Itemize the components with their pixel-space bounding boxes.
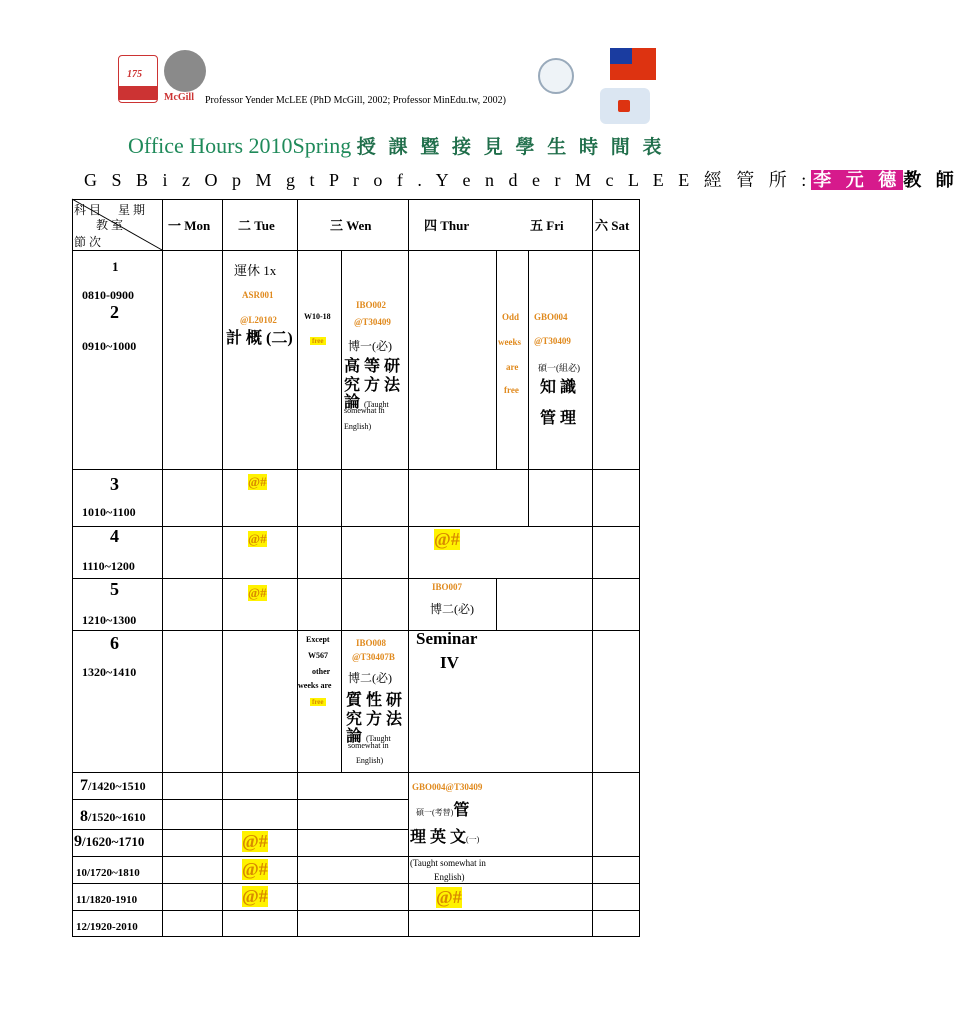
thu-gbo-course-b: 理 英 文 — [410, 829, 467, 846]
period-time: 10/1720~1810 — [76, 867, 140, 879]
fri-odd-label: Odd — [502, 312, 520, 322]
tue-course-code: ASR001 — [242, 290, 274, 300]
wed-ibo008-level: 博二(必) — [348, 671, 392, 685]
period-time: /1420~1510 — [88, 779, 146, 793]
thu-gbo-course-a: 管 — [453, 802, 470, 819]
thu-gbo-course-c: (一) — [466, 835, 480, 844]
period-num: 9 — [74, 833, 82, 850]
grid-line — [72, 772, 640, 773]
logo-mcgill-crest — [164, 50, 206, 92]
thu-seminar: Seminar — [416, 629, 478, 648]
taiwan-flag-icon — [610, 48, 656, 80]
grid-line — [72, 936, 640, 937]
tue-room: @L20102 — [240, 315, 277, 325]
tue-course-name: 計 概 (二) — [226, 330, 293, 347]
grid-line — [72, 469, 640, 470]
period-time: 0910~1000 — [82, 339, 137, 353]
period-num: 7 — [80, 777, 88, 794]
grid-line — [297, 199, 298, 937]
canada-map-icon — [600, 88, 650, 124]
period-num: 3 — [110, 474, 119, 494]
period-num: 6 — [110, 633, 119, 653]
thu-officehour-mark: @# — [436, 887, 462, 907]
grid-line — [72, 856, 640, 857]
wed-ibo008-room: @T30407B — [352, 652, 395, 662]
tue-officehour-mark: @# — [248, 474, 267, 489]
fri-gbo004-room: @T30409 — [534, 336, 571, 346]
wed-except-label: Except — [306, 635, 330, 644]
wed-ibo002-course-a: 高 等 研 — [344, 358, 401, 375]
wed-w567-label: W567 — [308, 651, 328, 660]
grid-line — [72, 199, 73, 937]
timetable — [72, 199, 640, 937]
wed-free-badge: free — [312, 698, 324, 706]
grid-line — [592, 199, 593, 937]
wed-weeks-are-label: weeks are — [298, 681, 332, 690]
wed-ibo002-course-b: 究 方 法 — [344, 377, 401, 394]
fri-weeks-label: weeks — [498, 337, 521, 347]
thu-gbo-level-text: 碩一(考替) — [416, 808, 454, 817]
un-emblem-icon — [538, 58, 574, 94]
grid-line — [496, 250, 497, 469]
corner-room: 教 室 — [96, 218, 124, 232]
thu-gbo-course — [410, 824, 479, 847]
period-time: 0810-0900 — [82, 288, 134, 302]
day-tue: 二 Tue — [238, 218, 275, 233]
corner-weekday: 星 期 — [118, 203, 146, 217]
tue-officehour-mark: @# — [242, 831, 268, 851]
period-time: /1620~1710 — [82, 834, 145, 849]
wed-ibo002-course-c-text: 論 — [344, 394, 361, 411]
logo-mcgill-wordmark: McGill — [164, 92, 194, 103]
wed-other-label: other — [312, 667, 331, 676]
period-time: 12/1920-2010 — [76, 921, 138, 933]
wed-ibo008-course-c-text: 論 — [346, 728, 363, 745]
tue-officehour-mark: @# — [242, 859, 268, 879]
wed-ibo002-level: 博一(必) — [348, 339, 392, 353]
grid-line — [408, 199, 409, 937]
period-time: 1010~1100 — [82, 505, 136, 519]
logo-mcgill-bar — [119, 86, 157, 100]
wed-ibo002-room: @T30409 — [354, 317, 391, 327]
wed-ibo008-taught-b: somewhat in — [348, 741, 389, 750]
period-time: 1210~1300 — [82, 613, 137, 627]
thu-seminar-num: IV — [440, 653, 459, 672]
period-row-8 — [80, 808, 146, 826]
grid-line — [72, 250, 640, 251]
thu-officehour-mark: @# — [434, 529, 460, 549]
thu-ibo007-level: 博二(必) — [430, 602, 474, 616]
day-mon: 一 Mon — [168, 218, 211, 233]
period-row-9 — [74, 833, 144, 851]
fri-gbo004-course-b: 管 理 — [540, 410, 577, 427]
logo-175-text: 175 — [127, 69, 142, 80]
corner-subject: 科 目 — [74, 203, 102, 217]
grid-line — [528, 250, 529, 526]
period-time: 1110~1200 — [82, 559, 135, 573]
wed-ibo008-taught-a: (Taught — [366, 734, 391, 743]
thu-gbo-taught-b: English) — [434, 872, 465, 882]
day-wed: 三 Wen — [330, 218, 372, 233]
grid-line — [72, 578, 640, 579]
grid-line — [496, 578, 497, 630]
thu-gbo-code: GBO004@T30409 — [412, 782, 483, 792]
grid-line — [72, 829, 408, 830]
grid-line — [162, 199, 163, 937]
grid-line — [72, 910, 640, 911]
day-sat: 六 Sat — [595, 218, 630, 233]
wed-ibo002-taught-c: English) — [344, 422, 372, 431]
thu-gbo-level — [416, 797, 469, 820]
period-time: 11/1820-1910 — [76, 894, 138, 906]
title-zh: 授 課 暨 接 見 學 生 時 間 表 — [356, 137, 666, 158]
period-num: 2 — [110, 302, 119, 322]
wed-ibo008-code: IBO008 — [356, 638, 387, 648]
canada-flag-mark — [618, 100, 630, 112]
logo-mcgill-175 — [118, 55, 158, 103]
tue-officehour-mark: @# — [242, 886, 268, 906]
wed-ibo008-course-a: 質 性 研 — [346, 692, 403, 709]
period-num: 4 — [110, 526, 119, 546]
page-subtitle — [84, 166, 959, 192]
subtitle-right: 教 師 — [903, 170, 959, 190]
grid-line — [639, 199, 640, 937]
period-time: 1320~1410 — [82, 665, 137, 679]
period-num: 1 — [112, 259, 119, 274]
period-num: 8 — [80, 808, 88, 825]
fri-free-label: free — [504, 385, 519, 395]
wed-ibo008-taught-c: English) — [356, 756, 384, 765]
fri-gbo004-level: 碩一(組必) — [538, 363, 580, 373]
wed-ibo008-course-b: 究 方 法 — [346, 711, 403, 728]
fri-gbo004-code: GBO004 — [534, 312, 568, 322]
header-note: Professor Yender McLEE (PhD McGill, 2002; Professor MinEdu.tw, 2002) — [205, 95, 506, 106]
wed-ibo002-code: IBO002 — [356, 300, 387, 310]
fri-gbo004-course-a: 知 識 — [540, 379, 577, 396]
period-num: 5 — [110, 579, 119, 599]
thu-gbo-taught-a: (Taught somewhat in — [410, 858, 486, 868]
grid-line — [72, 526, 640, 527]
thu-ibo007-code: IBO007 — [432, 582, 463, 592]
tue-officehour-mark: @# — [248, 585, 267, 600]
day-fri: 五 Fri — [530, 218, 564, 233]
grid-line — [222, 199, 223, 937]
grid-line — [341, 250, 342, 772]
grid-line — [72, 883, 640, 884]
subtitle-name: 李 元 德 — [813, 170, 902, 190]
corner-period: 節 次 — [74, 235, 102, 249]
period-row-7 — [80, 777, 146, 795]
wed-ibo002-taught-a: (Taught — [364, 400, 389, 409]
fri-are-label: are — [506, 362, 519, 372]
taiwan-flag-canton — [610, 48, 632, 64]
day-thu: 四 Thur — [424, 218, 470, 233]
grid-line — [72, 630, 640, 631]
period-time: /1520~1610 — [88, 810, 146, 824]
wed-weeks-label: W10-18 — [304, 312, 331, 321]
wed-ibo002-taught-b: somewhat in — [344, 406, 385, 415]
title-en: Office Hours 2010Spring — [128, 133, 352, 158]
tue-officehour-mark: @# — [248, 531, 267, 546]
grid-line — [72, 799, 408, 800]
page-title — [128, 132, 666, 159]
subtitle-left: G S B i z O p M g t P r o f . Y e n d e r M c L E E 經 管 所 : — [84, 170, 812, 190]
tue-rest-note: 運休 1x — [234, 263, 277, 278]
wed-free-badge: free — [312, 337, 324, 345]
